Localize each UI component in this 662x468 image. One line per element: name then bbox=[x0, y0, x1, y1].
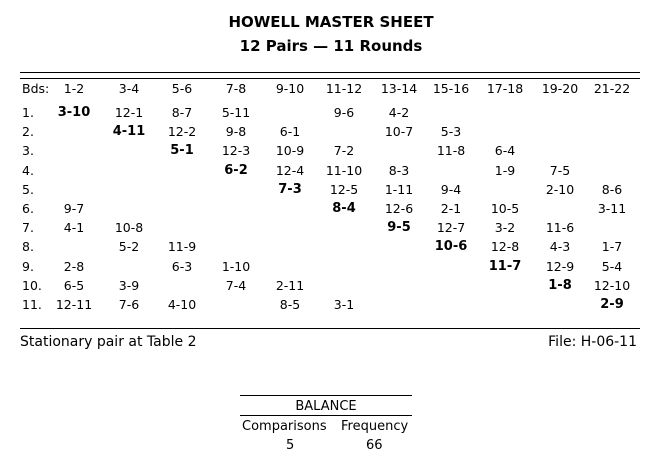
column-header: 5-6 bbox=[171, 81, 193, 96]
pair-cell: 12-2 bbox=[167, 124, 197, 140]
column-header: 15-16 bbox=[432, 81, 470, 96]
stationary-note: Stationary pair at Table 2 bbox=[20, 334, 197, 350]
pair-cell: 3-2 bbox=[494, 220, 516, 236]
pair-cell: 6-5 bbox=[63, 277, 85, 293]
pair-cell: 10-5 bbox=[490, 201, 520, 216]
pair-cell: 7-6 bbox=[118, 297, 140, 312]
pair-cell: 5-11 bbox=[221, 105, 251, 120]
pair-cell: 9-4 bbox=[440, 181, 462, 197]
round-label: 11. bbox=[22, 297, 42, 312]
pair-cell: 1-7 bbox=[601, 239, 623, 255]
balance-mid-rule bbox=[240, 415, 412, 416]
pair-cell: 6-4 bbox=[494, 143, 516, 159]
comparisons-value: 5 bbox=[286, 438, 295, 453]
bottom-rule bbox=[20, 328, 640, 329]
sheet-subtitle: 12 Pairs — 11 Rounds bbox=[239, 37, 423, 55]
stationary-table-cell: 8-4 bbox=[332, 201, 356, 216]
pair-cell: 6-3 bbox=[171, 258, 193, 274]
stationary-table-cell: 9-5 bbox=[387, 220, 411, 236]
pair-cell: 4-10 bbox=[167, 297, 197, 312]
pair-cell: 5-3 bbox=[440, 124, 462, 140]
stationary-table-cell: 11-7 bbox=[488, 258, 522, 274]
pair-cell: 3-9 bbox=[118, 277, 140, 293]
round-label: 4. bbox=[22, 162, 34, 178]
pair-cell: 11-6 bbox=[545, 220, 575, 236]
sheet-title: HOWELL MASTER SHEET bbox=[228, 13, 434, 31]
pair-cell: 9-7 bbox=[63, 201, 85, 216]
stationary-table-cell: 5-1 bbox=[170, 143, 194, 159]
top-rule bbox=[20, 72, 640, 73]
pair-cell: 2-11 bbox=[275, 277, 305, 293]
pair-cell: 9-6 bbox=[333, 105, 355, 120]
column-header: 13-14 bbox=[380, 81, 418, 96]
column-header: 17-18 bbox=[486, 81, 524, 96]
pair-cell: 8-6 bbox=[601, 181, 623, 197]
column-header: 1-2 bbox=[63, 81, 85, 96]
round-label: 10. bbox=[22, 277, 42, 293]
pair-cell: 12-7 bbox=[436, 220, 466, 236]
stationary-table-cell: 7-3 bbox=[278, 181, 302, 197]
pair-cell: 10-9 bbox=[275, 143, 305, 159]
stationary-table-cell: 4-11 bbox=[112, 124, 146, 140]
pair-cell: 4-2 bbox=[388, 105, 410, 120]
frequency-value: 66 bbox=[366, 438, 383, 453]
pair-cell: 1-9 bbox=[494, 162, 516, 178]
pair-cell: 11-10 bbox=[325, 162, 363, 178]
round-label: 7. bbox=[22, 220, 34, 236]
pair-cell: 10-8 bbox=[114, 220, 144, 236]
column-header: 3-4 bbox=[118, 81, 140, 96]
pair-cell: 5-4 bbox=[601, 258, 623, 274]
header-rule bbox=[20, 78, 640, 79]
pair-cell: 2-8 bbox=[63, 258, 85, 274]
pair-cell: 1-10 bbox=[221, 258, 251, 274]
pair-cell: 12-11 bbox=[55, 297, 93, 312]
stationary-table-cell: 3-10 bbox=[57, 105, 91, 120]
column-header: 19-20 bbox=[541, 81, 579, 96]
column-header: 9-10 bbox=[275, 81, 305, 96]
pair-cell: 3-1 bbox=[333, 297, 355, 312]
round-label: 5. bbox=[22, 181, 34, 197]
pair-cell: 8-7 bbox=[171, 105, 193, 120]
pair-cell: 12-1 bbox=[114, 105, 144, 120]
pair-cell: 10-7 bbox=[384, 124, 414, 140]
column-header: 21-22 bbox=[593, 81, 631, 96]
file-label: File: H-06-11 bbox=[548, 334, 637, 350]
stationary-table-cell: 2-9 bbox=[600, 297, 624, 312]
round-label: 9. bbox=[22, 258, 34, 274]
pair-cell: 7-5 bbox=[549, 162, 571, 178]
pair-cell: 1-11 bbox=[384, 181, 414, 197]
balance-top-rule bbox=[240, 395, 412, 396]
pair-cell: 12-9 bbox=[545, 258, 575, 274]
boards-header-label: Bds: bbox=[22, 81, 50, 96]
pair-cell: 11-9 bbox=[167, 239, 197, 255]
column-header: 7-8 bbox=[225, 81, 247, 96]
round-label: 3. bbox=[22, 143, 34, 159]
pair-cell: 12-4 bbox=[275, 162, 305, 178]
pair-cell: 7-2 bbox=[333, 143, 355, 159]
pair-cell: 8-3 bbox=[388, 162, 410, 178]
frequency-label: Frequency bbox=[341, 419, 409, 434]
round-label: 2. bbox=[22, 124, 34, 140]
balance-heading: BALANCE bbox=[295, 399, 357, 414]
pair-cell: 8-5 bbox=[279, 297, 301, 312]
pair-cell: 12-6 bbox=[384, 201, 414, 216]
pair-cell: 12-8 bbox=[490, 239, 520, 255]
pair-cell: 12-5 bbox=[329, 181, 359, 197]
pair-cell: 3-11 bbox=[597, 201, 627, 216]
pair-cell: 11-8 bbox=[436, 143, 466, 159]
round-label: 1. bbox=[22, 105, 34, 120]
pair-cell: 4-3 bbox=[549, 239, 571, 255]
pair-cell: 12-10 bbox=[593, 277, 631, 293]
stationary-table-cell: 10-6 bbox=[434, 239, 468, 255]
pair-cell: 6-1 bbox=[279, 124, 301, 140]
pair-cell: 12-3 bbox=[221, 143, 251, 159]
pair-cell: 7-4 bbox=[225, 277, 247, 293]
stationary-table-cell: 6-2 bbox=[224, 162, 248, 178]
column-header: 11-12 bbox=[325, 81, 363, 96]
round-label: 8. bbox=[22, 239, 34, 255]
round-label: 6. bbox=[22, 201, 34, 216]
pair-cell: 5-2 bbox=[118, 239, 140, 255]
comparisons-label: Comparisons bbox=[242, 419, 327, 434]
pair-cell: 4-1 bbox=[63, 220, 85, 236]
pair-cell: 9-8 bbox=[225, 124, 247, 140]
stationary-table-cell: 1-8 bbox=[548, 277, 572, 293]
pair-cell: 2-10 bbox=[545, 181, 575, 197]
pair-cell: 2-1 bbox=[440, 201, 462, 216]
